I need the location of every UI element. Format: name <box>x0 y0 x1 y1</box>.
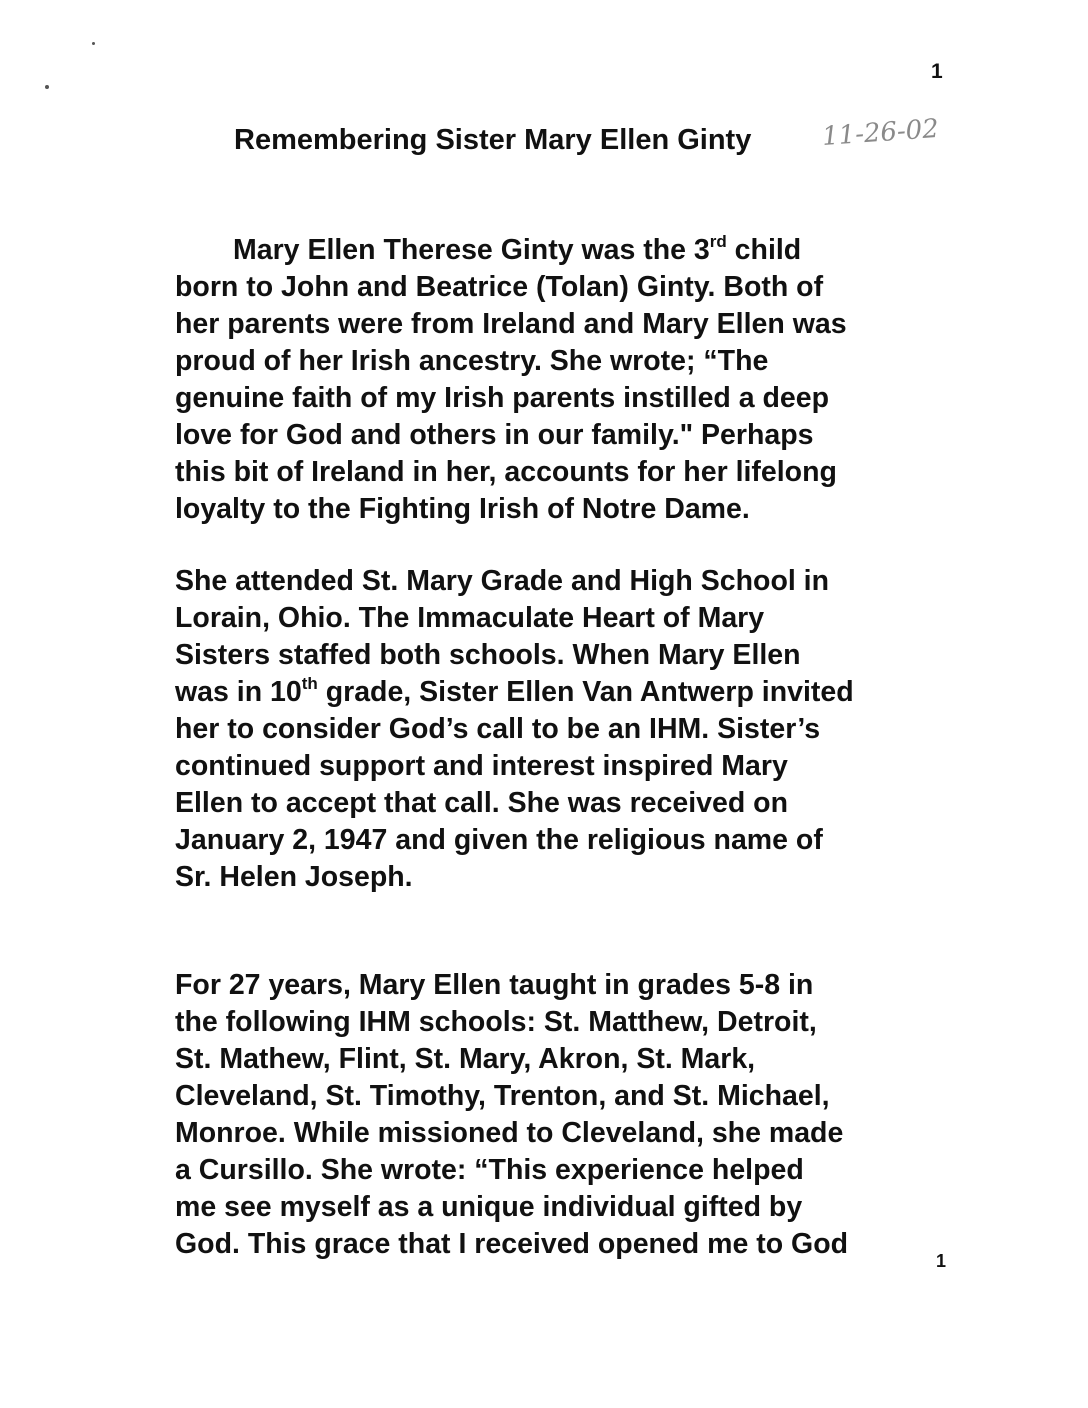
paragraph-line: was in 10th grade, Sister Ellen Van Antwerp invited <box>175 673 854 708</box>
paragraph-line: January 2, 1947 and given the religious name of <box>175 824 823 856</box>
paragraph-early-life <box>175 232 847 528</box>
paragraph-line: proud of her Irish ancestry. She wrote; “The <box>175 345 769 377</box>
paragraph-line: genuine faith of my Irish parents instilled a deep <box>175 382 830 414</box>
handwritten-date: 11-26-02 <box>821 113 940 153</box>
paragraph-line: Ellen to accept that call. She was received on <box>175 787 788 819</box>
paragraph-line: loyalty to the Fighting Irish of Notre Dame. <box>175 493 750 525</box>
paragraph-line: God. This grace that I received opened me to God <box>175 1228 849 1260</box>
paragraph-line: Cleveland, St. Timothy, Trenton, and St. Michael, <box>175 1080 830 1112</box>
paragraph-line: She attended St. Mary Grade and High School in <box>175 565 830 597</box>
page-number-bottom: 1 <box>936 1251 947 1271</box>
paragraph-teaching <box>175 967 848 1263</box>
paragraph-line: me see myself as a unique individual gifted by <box>175 1191 803 1223</box>
paragraph-line: a Cursillo. She wrote: “This experience helped <box>175 1154 804 1186</box>
paragraph-education <box>175 563 854 896</box>
paragraph-line: Sr. Helen Joseph. <box>175 861 413 893</box>
paragraph-line: her to consider God’s call to be an IHM. Sister’s <box>175 713 821 745</box>
paragraph-line: this bit of Ireland in her, accounts for her lifelong <box>175 456 837 488</box>
paragraph-line: St. Mathew, Flint, St. Mary, Akron, St. Mark, <box>175 1043 756 1075</box>
scan-speck <box>92 42 95 45</box>
page-title: Remembering Sister Mary Ellen Ginty <box>234 124 752 156</box>
page-number-top: 1 <box>931 60 943 83</box>
paragraph-line: her parents were from Ireland and Mary Ellen was <box>175 308 847 340</box>
paragraph-line: born to John and Beatrice (Tolan) Ginty. Both of <box>175 271 824 303</box>
scan-speck <box>45 85 49 89</box>
paragraph-line: Mary Ellen Therese Ginty was the 3rd child <box>233 231 802 266</box>
paragraph-line: Sisters staffed both schools. When Mary Ellen <box>175 639 801 671</box>
paragraph-line: Lorain, Ohio. The Immaculate Heart of Mary <box>175 602 765 634</box>
paragraph-line: love for God and others in our family." Perhaps <box>175 419 814 451</box>
paragraph-line: continued support and interest inspired Mary <box>175 750 788 782</box>
paragraph-line: the following IHM schools: St. Matthew, Detroit, <box>175 1006 817 1038</box>
paragraph-line: For 27 years, Mary Ellen taught in grades 5-8 in <box>175 969 814 1001</box>
paragraph-line: Monroe. While missioned to Cleveland, she made <box>175 1117 844 1149</box>
